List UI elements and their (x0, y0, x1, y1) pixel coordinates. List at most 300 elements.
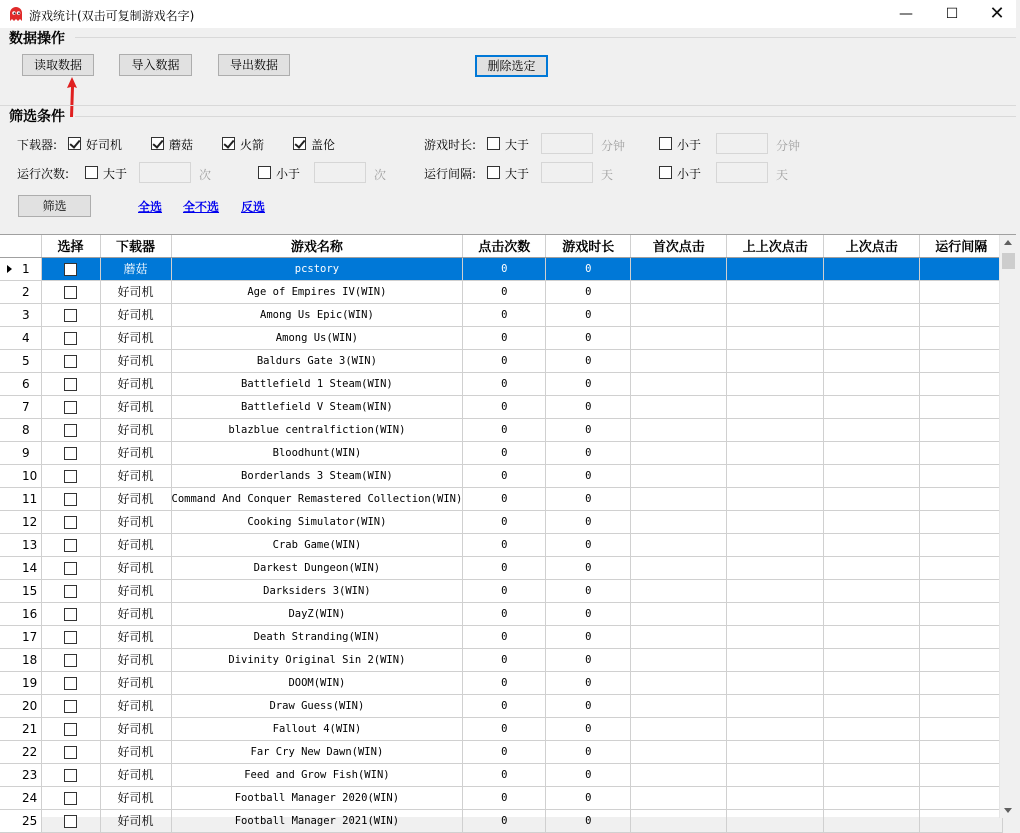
column-header[interactable]: 游戏时长 (546, 235, 631, 257)
game-name-cell[interactable] (171, 786, 463, 809)
row-select-checkbox-cell[interactable] (41, 349, 100, 372)
row-select-checkbox[interactable] (64, 493, 77, 506)
row-number[interactable] (0, 786, 41, 809)
prev-prev-click-cell[interactable] (727, 717, 824, 740)
prev-prev-click-cell[interactable] (727, 280, 824, 303)
row-select-checkbox[interactable] (64, 470, 77, 483)
row-select-checkbox-cell[interactable] (41, 648, 100, 671)
click-count-cell[interactable] (463, 372, 546, 395)
last-click-cell[interactable] (824, 349, 920, 372)
play-time-cell[interactable] (546, 579, 631, 602)
row-number[interactable] (0, 372, 41, 395)
play-time-cell[interactable] (546, 671, 631, 694)
row-select-checkbox[interactable] (64, 286, 77, 299)
minimize-button[interactable]: — (899, 6, 913, 22)
table-row[interactable] (0, 648, 1003, 671)
first-click-cell[interactable] (631, 602, 727, 625)
row-number[interactable] (0, 441, 41, 464)
click-count-cell[interactable] (463, 280, 546, 303)
last-click-cell[interactable] (824, 671, 920, 694)
run-interval-cell[interactable] (920, 464, 1003, 487)
click-count-cell[interactable] (463, 533, 546, 556)
click-count-cell[interactable] (463, 717, 546, 740)
table-row[interactable] (0, 740, 1003, 763)
play-time-cell[interactable] (546, 257, 631, 280)
table-row[interactable] (0, 441, 1003, 464)
prev-prev-click-cell[interactable] (727, 786, 824, 809)
first-click-cell[interactable] (631, 694, 727, 717)
click-count-cell[interactable] (463, 786, 546, 809)
run-count-greater-input[interactable] (139, 162, 191, 183)
scroll-thumb[interactable] (1002, 253, 1015, 269)
click-count-cell[interactable] (463, 740, 546, 763)
first-click-cell[interactable] (631, 786, 727, 809)
prev-prev-click-cell[interactable] (727, 418, 824, 441)
row-select-checkbox[interactable] (64, 378, 77, 391)
play-time-cell[interactable] (546, 372, 631, 395)
game-name-cell[interactable] (171, 303, 463, 326)
table-row[interactable] (0, 533, 1003, 556)
last-click-cell[interactable] (824, 395, 920, 418)
run-interval-cell[interactable] (920, 326, 1003, 349)
table-row[interactable] (0, 464, 1003, 487)
row-select-checkbox[interactable] (64, 700, 77, 713)
vertical-scrollbar[interactable] (999, 235, 1016, 818)
table-row[interactable] (0, 395, 1003, 418)
click-count-cell[interactable] (463, 487, 546, 510)
run-interval-cell[interactable] (920, 602, 1003, 625)
row-number[interactable] (0, 809, 41, 832)
run-interval-cell[interactable] (920, 740, 1003, 763)
prev-prev-click-cell[interactable] (727, 487, 824, 510)
prev-prev-click-cell[interactable] (727, 740, 824, 763)
game-name-cell[interactable] (171, 809, 463, 832)
table-row[interactable] (0, 349, 1003, 372)
row-number[interactable] (0, 740, 41, 763)
game-name-cell[interactable] (171, 556, 463, 579)
table-row[interactable] (0, 671, 1003, 694)
prev-prev-click-cell[interactable] (727, 464, 824, 487)
column-header[interactable]: 选择 (41, 235, 100, 257)
play-time-greater-input[interactable] (541, 133, 593, 154)
row-number[interactable] (0, 625, 41, 648)
row-select-checkbox[interactable] (64, 355, 77, 368)
row-select-checkbox-cell[interactable] (41, 372, 100, 395)
downloader-cell[interactable] (100, 395, 171, 418)
first-click-cell[interactable] (631, 510, 727, 533)
run-interval-cell[interactable] (920, 625, 1003, 648)
play-time-cell[interactable] (546, 625, 631, 648)
row-number[interactable] (0, 556, 41, 579)
downloader-cell[interactable] (100, 671, 171, 694)
click-count-cell[interactable] (463, 648, 546, 671)
table-row[interactable] (0, 763, 1003, 786)
row-select-checkbox-cell[interactable] (41, 602, 100, 625)
run-interval-less-input[interactable] (716, 162, 768, 183)
row-select-checkbox-cell[interactable] (41, 786, 100, 809)
first-click-cell[interactable] (631, 740, 727, 763)
run-interval-cell[interactable] (920, 303, 1003, 326)
play-time-cell[interactable] (546, 418, 631, 441)
first-click-cell[interactable] (631, 671, 727, 694)
downloader-cell[interactable] (100, 625, 171, 648)
row-select-checkbox-cell[interactable] (41, 280, 100, 303)
play-time-cell[interactable] (546, 395, 631, 418)
downloader-cell[interactable] (100, 556, 171, 579)
row-select-checkbox-cell[interactable] (41, 740, 100, 763)
row-select-checkbox[interactable] (64, 447, 77, 460)
column-header[interactable]: 游戏名称 (171, 235, 463, 257)
last-click-cell[interactable] (824, 763, 920, 786)
game-name-cell[interactable] (171, 395, 463, 418)
row-select-checkbox[interactable] (64, 539, 77, 552)
run-interval-cell[interactable] (920, 349, 1003, 372)
first-click-cell[interactable] (631, 625, 727, 648)
play-time-cell[interactable] (546, 717, 631, 740)
close-button[interactable]: ✕ (989, 3, 1005, 24)
run-interval-cell[interactable] (920, 441, 1003, 464)
prev-prev-click-cell[interactable] (727, 441, 824, 464)
last-click-cell[interactable] (824, 717, 920, 740)
row-select-checkbox-cell[interactable] (41, 395, 100, 418)
click-count-cell[interactable] (463, 671, 546, 694)
downloader-mogu-checkbox[interactable] (151, 137, 164, 150)
first-click-cell[interactable] (631, 717, 727, 740)
prev-prev-click-cell[interactable] (727, 602, 824, 625)
play-time-cell[interactable] (546, 487, 631, 510)
click-count-cell[interactable] (463, 602, 546, 625)
first-click-cell[interactable] (631, 441, 727, 464)
first-click-cell[interactable] (631, 533, 727, 556)
table-row[interactable] (0, 786, 1003, 809)
row-select-checkbox-cell[interactable] (41, 303, 100, 326)
click-count-cell[interactable] (463, 395, 546, 418)
click-count-cell[interactable] (463, 763, 546, 786)
row-select-checkbox-cell[interactable] (41, 809, 100, 832)
run-interval-cell[interactable] (920, 533, 1003, 556)
downloader-cell[interactable] (100, 786, 171, 809)
last-click-cell[interactable] (824, 326, 920, 349)
last-click-cell[interactable] (824, 602, 920, 625)
row-select-checkbox-cell[interactable] (41, 717, 100, 740)
row-number[interactable] (0, 533, 41, 556)
run-interval-greater-checkbox[interactable] (487, 166, 500, 179)
downloader-cell[interactable] (100, 349, 171, 372)
row-select-checkbox-cell[interactable] (41, 257, 100, 280)
run-interval-cell[interactable] (920, 510, 1003, 533)
click-count-cell[interactable] (463, 464, 546, 487)
play-time-cell[interactable] (546, 648, 631, 671)
game-name-cell[interactable] (171, 671, 463, 694)
click-count-cell[interactable] (463, 694, 546, 717)
row-select-checkbox[interactable] (64, 815, 77, 828)
prev-prev-click-cell[interactable] (727, 303, 824, 326)
click-count-cell[interactable] (463, 510, 546, 533)
row-number[interactable] (0, 671, 41, 694)
column-header[interactable]: 上上次点击 (727, 235, 824, 257)
row-number[interactable] (0, 694, 41, 717)
row-number[interactable] (0, 602, 41, 625)
row-number[interactable] (0, 326, 41, 349)
game-name-cell[interactable] (171, 694, 463, 717)
row-select-checkbox[interactable] (64, 263, 77, 276)
prev-prev-click-cell[interactable] (727, 763, 824, 786)
row-select-checkbox-cell[interactable] (41, 326, 100, 349)
row-number[interactable] (0, 303, 41, 326)
play-time-cell[interactable] (546, 303, 631, 326)
game-name-cell[interactable] (171, 372, 463, 395)
downloader-haosiji-checkbox[interactable] (68, 137, 81, 150)
last-click-cell[interactable] (824, 418, 920, 441)
first-click-cell[interactable] (631, 349, 727, 372)
downloader-cell[interactable] (100, 740, 171, 763)
table-row[interactable] (0, 625, 1003, 648)
row-select-checkbox[interactable] (64, 792, 77, 805)
row-select-checkbox[interactable] (64, 562, 77, 575)
game-name-cell[interactable] (171, 625, 463, 648)
run-interval-cell[interactable] (920, 648, 1003, 671)
play-time-cell[interactable] (546, 510, 631, 533)
last-click-cell[interactable] (824, 257, 920, 280)
play-time-cell[interactable] (546, 533, 631, 556)
scroll-down-icon[interactable] (1004, 808, 1012, 813)
downloader-cell[interactable] (100, 694, 171, 717)
click-count-cell[interactable] (463, 257, 546, 280)
game-name-cell[interactable] (171, 487, 463, 510)
run-interval-cell[interactable] (920, 694, 1003, 717)
run-interval-cell[interactable] (920, 717, 1003, 740)
row-select-checkbox[interactable] (64, 769, 77, 782)
game-name-cell[interactable] (171, 763, 463, 786)
first-click-cell[interactable] (631, 257, 727, 280)
table-row[interactable] (0, 257, 1003, 280)
row-number[interactable] (0, 487, 41, 510)
downloader-cell[interactable] (100, 487, 171, 510)
click-count-cell[interactable] (463, 625, 546, 648)
row-number[interactable] (0, 763, 41, 786)
run-interval-cell[interactable] (920, 763, 1003, 786)
game-name-cell[interactable] (171, 418, 463, 441)
run-interval-cell[interactable] (920, 579, 1003, 602)
game-name-cell[interactable] (171, 464, 463, 487)
click-count-cell[interactable] (463, 349, 546, 372)
play-time-cell[interactable] (546, 326, 631, 349)
row-number[interactable] (0, 418, 41, 441)
last-click-cell[interactable] (824, 579, 920, 602)
downloader-cell[interactable] (100, 648, 171, 671)
play-time-cell[interactable] (546, 280, 631, 303)
first-click-cell[interactable] (631, 763, 727, 786)
game-name-cell[interactable] (171, 510, 463, 533)
row-select-checkbox[interactable] (64, 424, 77, 437)
last-click-cell[interactable] (824, 809, 920, 832)
game-name-cell[interactable] (171, 326, 463, 349)
row-select-checkbox-cell[interactable] (41, 510, 100, 533)
row-select-checkbox[interactable] (64, 516, 77, 529)
select-all-link[interactable]: 全选 (138, 200, 163, 214)
click-count-cell[interactable] (463, 441, 546, 464)
import-data-button[interactable]: 导入数据 (119, 54, 192, 76)
prev-prev-click-cell[interactable] (727, 579, 824, 602)
first-click-cell[interactable] (631, 487, 727, 510)
run-count-greater-checkbox[interactable] (85, 166, 98, 179)
games-grid[interactable] (0, 234, 1016, 828)
first-click-cell[interactable] (631, 579, 727, 602)
click-count-cell[interactable] (463, 809, 546, 832)
last-click-cell[interactable] (824, 487, 920, 510)
first-click-cell[interactable] (631, 464, 727, 487)
downloader-cell[interactable] (100, 579, 171, 602)
play-time-cell[interactable] (546, 602, 631, 625)
table-row[interactable] (0, 556, 1003, 579)
table-row[interactable] (0, 487, 1003, 510)
run-interval-cell[interactable] (920, 395, 1003, 418)
last-click-cell[interactable] (824, 533, 920, 556)
game-name-cell[interactable] (171, 579, 463, 602)
prev-prev-click-cell[interactable] (727, 510, 824, 533)
table-row[interactable] (0, 717, 1003, 740)
click-count-cell[interactable] (463, 326, 546, 349)
run-interval-cell[interactable] (920, 671, 1003, 694)
last-click-cell[interactable] (824, 625, 920, 648)
click-count-cell[interactable] (463, 579, 546, 602)
first-click-cell[interactable] (631, 326, 727, 349)
run-count-less-input[interactable] (314, 162, 366, 183)
downloader-gailun-checkbox[interactable] (293, 137, 306, 150)
prev-prev-click-cell[interactable] (727, 349, 824, 372)
row-select-checkbox-cell[interactable] (41, 464, 100, 487)
column-header[interactable]: 下载器 (100, 235, 171, 257)
row-number[interactable] (0, 280, 41, 303)
column-header[interactable]: 点击次数 (463, 235, 546, 257)
select-none-link[interactable]: 全不选 (183, 200, 220, 214)
click-count-cell[interactable] (463, 303, 546, 326)
last-click-cell[interactable] (824, 648, 920, 671)
invert-selection-link[interactable]: 反选 (241, 200, 266, 214)
prev-prev-click-cell[interactable] (727, 625, 824, 648)
last-click-cell[interactable] (824, 694, 920, 717)
first-click-cell[interactable] (631, 556, 727, 579)
table-row[interactable] (0, 280, 1003, 303)
row-number[interactable] (0, 349, 41, 372)
first-click-cell[interactable] (631, 418, 727, 441)
prev-prev-click-cell[interactable] (727, 372, 824, 395)
downloader-cell[interactable] (100, 280, 171, 303)
downloader-cell[interactable] (100, 533, 171, 556)
run-interval-cell[interactable] (920, 418, 1003, 441)
row-select-checkbox[interactable] (64, 608, 77, 621)
play-time-less-checkbox[interactable] (659, 137, 672, 150)
maximize-button[interactable]: ☐ (945, 6, 959, 22)
table-row[interactable] (0, 418, 1003, 441)
table-row[interactable] (0, 303, 1003, 326)
first-click-cell[interactable] (631, 395, 727, 418)
first-click-cell[interactable] (631, 809, 727, 832)
run-interval-cell[interactable] (920, 487, 1003, 510)
downloader-cell[interactable] (100, 464, 171, 487)
row-select-checkbox-cell[interactable] (41, 694, 100, 717)
first-click-cell[interactable] (631, 303, 727, 326)
run-interval-cell[interactable] (920, 372, 1003, 395)
row-select-checkbox[interactable] (64, 746, 77, 759)
play-time-cell[interactable] (546, 786, 631, 809)
play-time-cell[interactable] (546, 809, 631, 832)
run-interval-cell[interactable] (920, 786, 1003, 809)
filter-button[interactable]: 筛选 (18, 195, 91, 217)
row-select-checkbox[interactable] (64, 401, 77, 414)
prev-prev-click-cell[interactable] (727, 671, 824, 694)
downloader-huojian-checkbox[interactable] (222, 137, 235, 150)
play-time-cell[interactable] (546, 441, 631, 464)
last-click-cell[interactable] (824, 510, 920, 533)
last-click-cell[interactable] (824, 280, 920, 303)
game-name-cell[interactable] (171, 280, 463, 303)
run-interval-cell[interactable] (920, 809, 1003, 832)
downloader-cell[interactable] (100, 326, 171, 349)
row-select-checkbox[interactable] (64, 677, 77, 690)
row-select-checkbox[interactable] (64, 723, 77, 736)
row-select-checkbox-cell[interactable] (41, 671, 100, 694)
prev-prev-click-cell[interactable] (727, 395, 824, 418)
row-select-checkbox-cell[interactable] (41, 625, 100, 648)
column-header[interactable]: 运行间隔 (920, 235, 1003, 257)
column-header[interactable]: 首次点击 (631, 235, 727, 257)
export-data-button[interactable]: 导出数据 (218, 54, 290, 76)
downloader-cell[interactable] (100, 303, 171, 326)
prev-prev-click-cell[interactable] (727, 257, 824, 280)
run-count-less-checkbox[interactable] (258, 166, 271, 179)
downloader-cell[interactable] (100, 418, 171, 441)
downloader-cell[interactable] (100, 809, 171, 832)
downloader-cell[interactable] (100, 602, 171, 625)
table-row[interactable] (0, 579, 1003, 602)
play-time-cell[interactable] (546, 694, 631, 717)
row-select-checkbox-cell[interactable] (41, 533, 100, 556)
row-select-checkbox[interactable] (64, 654, 77, 667)
row-number[interactable] (0, 395, 41, 418)
downloader-cell[interactable] (100, 372, 171, 395)
row-number[interactable] (0, 510, 41, 533)
prev-prev-click-cell[interactable] (727, 648, 824, 671)
row-select-checkbox[interactable] (64, 585, 77, 598)
game-name-cell[interactable] (171, 717, 463, 740)
last-click-cell[interactable] (824, 441, 920, 464)
last-click-cell[interactable] (824, 464, 920, 487)
row-number[interactable] (0, 579, 41, 602)
prev-prev-click-cell[interactable] (727, 326, 824, 349)
table-row[interactable] (0, 326, 1003, 349)
play-time-cell[interactable] (546, 556, 631, 579)
row-select-checkbox-cell[interactable] (41, 441, 100, 464)
game-name-cell[interactable] (171, 349, 463, 372)
row-select-checkbox[interactable] (64, 309, 77, 322)
prev-prev-click-cell[interactable] (727, 694, 824, 717)
prev-prev-click-cell[interactable] (727, 809, 824, 832)
play-time-less-input[interactable] (716, 133, 768, 154)
downloader-cell[interactable] (100, 763, 171, 786)
delete-selected-button[interactable]: 删除选定 (475, 55, 548, 77)
row-select-checkbox[interactable] (64, 631, 77, 644)
row-select-checkbox[interactable] (64, 332, 77, 345)
row-number[interactable] (0, 464, 41, 487)
prev-prev-click-cell[interactable] (727, 533, 824, 556)
last-click-cell[interactable] (824, 372, 920, 395)
run-interval-greater-input[interactable] (541, 162, 593, 183)
first-click-cell[interactable] (631, 648, 727, 671)
play-time-greater-checkbox[interactable] (487, 137, 500, 150)
run-interval-cell[interactable] (920, 556, 1003, 579)
table-row[interactable] (0, 372, 1003, 395)
